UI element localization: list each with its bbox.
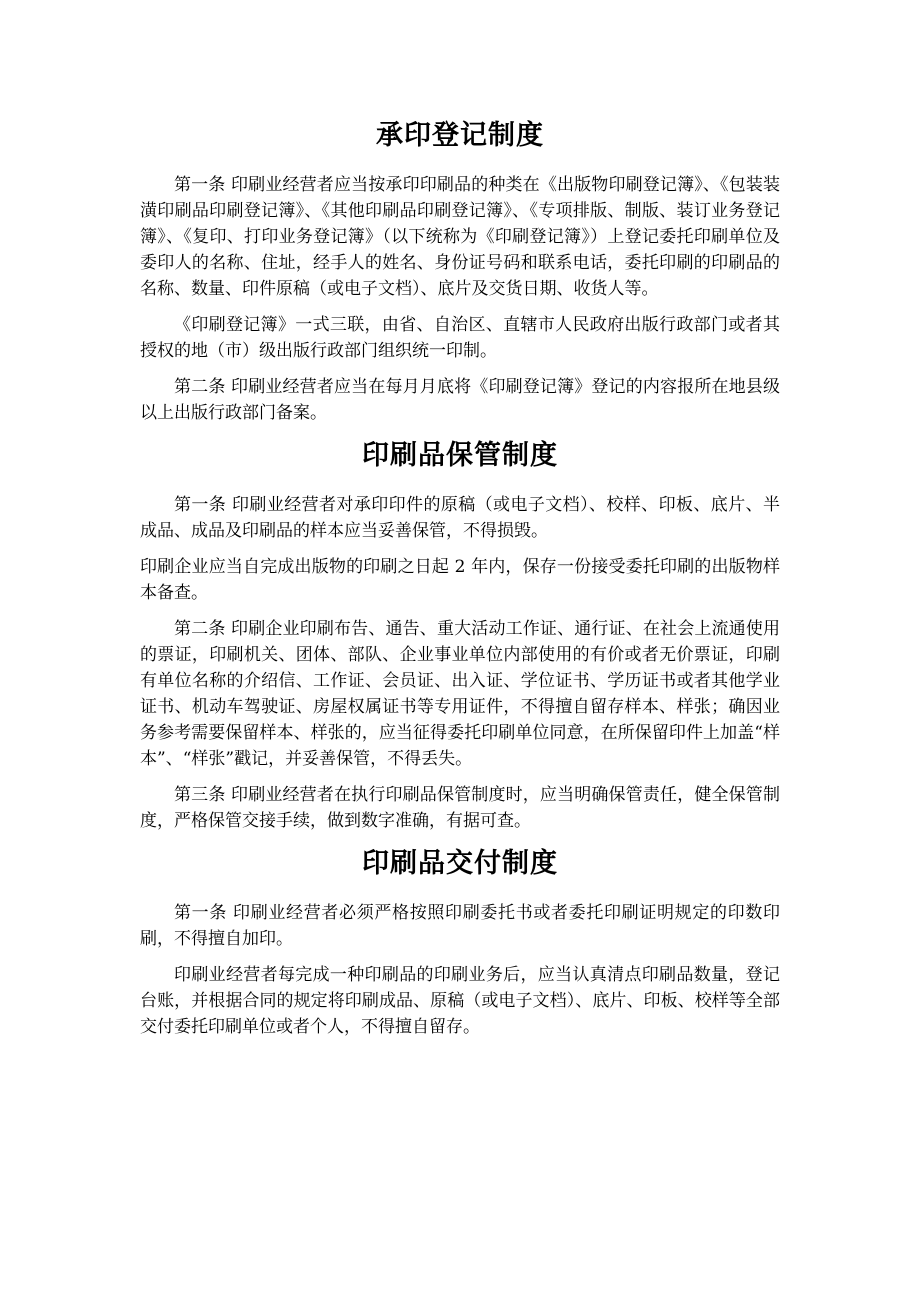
section-title-registration: 承印登记制度	[376, 120, 544, 151]
paragraph: 第二条 印刷企业印刷布告、通告、重大活动工作证、通行证、在社会上流通使用的票证，印刷机关、团体、部队、企业事业单位内部使用的有价或者无价票证，印刷有单位名称的介绍信、工作证、会员证、出入证、学位证书、学历证书或者其他学业证书、机动车驾驶证、房屋权属证书等专用证件，不得擅自留存样本、样张；确因业务参考需要保留样本、样张的，应当征得委托印刷单位同意，在所保留印件上加盖“样本”、“样张”戳记，并妥善保管，不得丢失。	[140, 619, 780, 769]
paragraph: 第一条 印刷业经营者应当按承印印刷品的种类在《出版物印刷登记簿》、《包装装潢印刷品印刷登记簿》、《其他印刷品印刷登记簿》、《专项排版、制版、装订业务登记簿》、《复印、打印业务登记簿》（以下统称为《印刷登记簿》）上登记委托印刷单位及委印人的名称、住址，经手人的姓名、身份证号码和联系电话，委托印刷的印刷品的名称、数量、印件原稿（或电子文档）、底片及交货日期、收货人等。	[140, 175, 780, 299]
section-title-delivery: 印刷品交付制度	[362, 848, 558, 879]
paragraph: 第一条 印刷业经营者必须严格按照印刷委托书或者委托印刷证明规定的印数印刷，不得擅自加印。	[140, 903, 780, 949]
document-page	[140, 116, 780, 1040]
paragraph: 印刷业经营者每完成一种印刷品的印刷业务后，应当认真清点印刷品数量，登记台账，并根据合同的规定将印刷成品、原稿（或电子文档）、底片、印板、校样等全部交付委托印刷单位或者个人，不得擅自留存。	[140, 965, 780, 1037]
paragraph: 第一条 印刷业经营者对承印印件的原稿（或电子文档）、校样、印板、底片、半成品、成品及印刷品的样本应当妥善保管，不得损毁。	[140, 495, 780, 541]
paragraph: 第二条 印刷业经营者应当在每月月底将《印刷登记簿》登记的内容报所在地县级以上出版行政部门备案。	[140, 377, 780, 423]
paragraph: 印刷企业应当自完成出版物的印刷之日起 2 年内，保存一份接受委托印刷的出版物样本备查。	[140, 557, 780, 603]
paragraph: 《印刷登记簿》一式三联，由省、自治区、直辖市人民政府出版行政部门或者其授权的地（市）级出版行政部门组织统一印制。	[140, 315, 780, 361]
paragraph: 第三条 印刷业经营者在执行印刷品保管制度时，应当明确保管责任，健全保管制度，严格保管交接手续，做到数字准确，有据可查。	[140, 785, 780, 831]
section-title-storage: 印刷品保管制度	[362, 440, 558, 471]
